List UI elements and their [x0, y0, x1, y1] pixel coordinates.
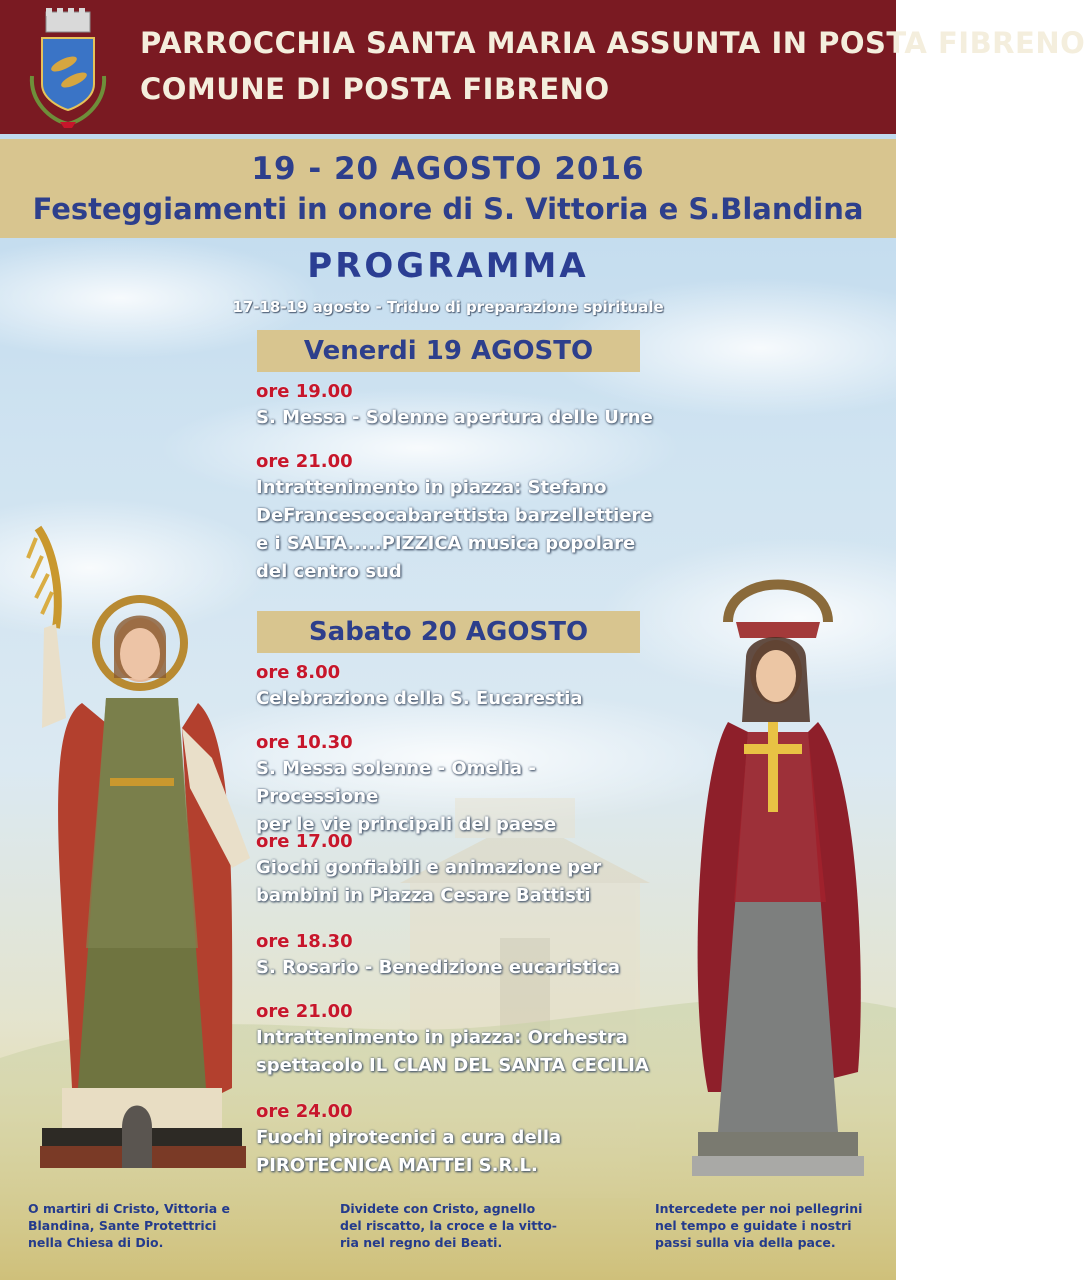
event-description: Celebrazione della S. Eucarestia — [256, 688, 583, 709]
event-description: Giochi gonfiabili e animazione per bambini in Piazza Cesare Battisti — [256, 857, 602, 906]
event-time: ore 8.00 — [256, 662, 341, 683]
event-time: ore 24.00 — [256, 1101, 353, 1122]
festival-date: 19 - 20 AGOSTO 2016 — [251, 151, 645, 187]
event-item — [256, 661, 656, 713]
event-description: Intrattenimento in piazza: Orchestra spettacolo IL CLAN DEL SANTA CECILIA — [256, 1027, 649, 1076]
day-heading-saturday: Sabato 20 AGOSTO — [257, 611, 640, 653]
event-item — [256, 450, 656, 586]
footer-verse-right: Intercedete per noi pellegrini nel tempo e guidate i nostri passi sulla via della pace. — [655, 1201, 863, 1250]
event-item — [256, 380, 656, 432]
event-item — [256, 930, 656, 982]
event-time: ore 18.30 — [256, 931, 353, 952]
municipal-crest-icon — [24, 6, 120, 130]
day-heading-friday: Venerdi 19 AGOSTO — [257, 330, 640, 372]
saint-vittoria-statue-icon — [22, 528, 252, 1178]
event-description: S. Rosario - Benedizione eucaristica — [256, 957, 621, 978]
event-description: S. Messa solenne - Omelia - Processione per le vie principali del paese — [256, 758, 557, 835]
parish-name: PARROCCHIA SANTA MARIA ASSUNTA IN POSTA FIBRENO — [140, 26, 1085, 60]
program-heading: PROGRAMMA — [307, 246, 589, 286]
event-time: ore 17.00 — [256, 831, 353, 852]
footer-verse-center: Dividete con Cristo, agnello del riscatto, la croce e la vitto- ria nel regno dei Beati. — [340, 1201, 557, 1250]
event-item — [256, 731, 656, 839]
event-description: S. Messa - Solenne apertura delle Urne — [256, 407, 653, 428]
festival-title: Festeggiamenti in onore di S. Vittoria e S.Blandina — [32, 192, 864, 226]
event-time: ore 10.30 — [256, 732, 353, 753]
header-bar — [0, 0, 1085, 134]
event-item — [256, 1100, 656, 1180]
event-description: Fuochi pirotecnici a cura della PIROTECNICA MATTEI S.R.L. — [256, 1127, 562, 1176]
title-banner — [0, 139, 896, 238]
event-item — [256, 1000, 656, 1080]
event-time: ore 19.00 — [256, 381, 353, 402]
event-description: Intrattenimento in piazza: Stefano DeFrancescocabarettista barzellettiere e i SALTA.....PIZZICA musica popolare del centro sud — [256, 477, 653, 582]
saint-blandina-statue-icon — [688, 572, 868, 1180]
footer-verse-left: O martiri di Cristo, Vittoria e Blandina, Sante Protettrici nella Chiesa di Dio. — [28, 1201, 230, 1250]
event-time: ore 21.00 — [256, 451, 353, 472]
event-item — [256, 830, 656, 910]
municipality-name: COMUNE DI POSTA FIBRENO — [140, 72, 610, 106]
triduo-line: 17-18-19 agosto - Triduo di preparazione spirituale — [232, 298, 664, 316]
event-time: ore 21.00 — [256, 1001, 353, 1022]
